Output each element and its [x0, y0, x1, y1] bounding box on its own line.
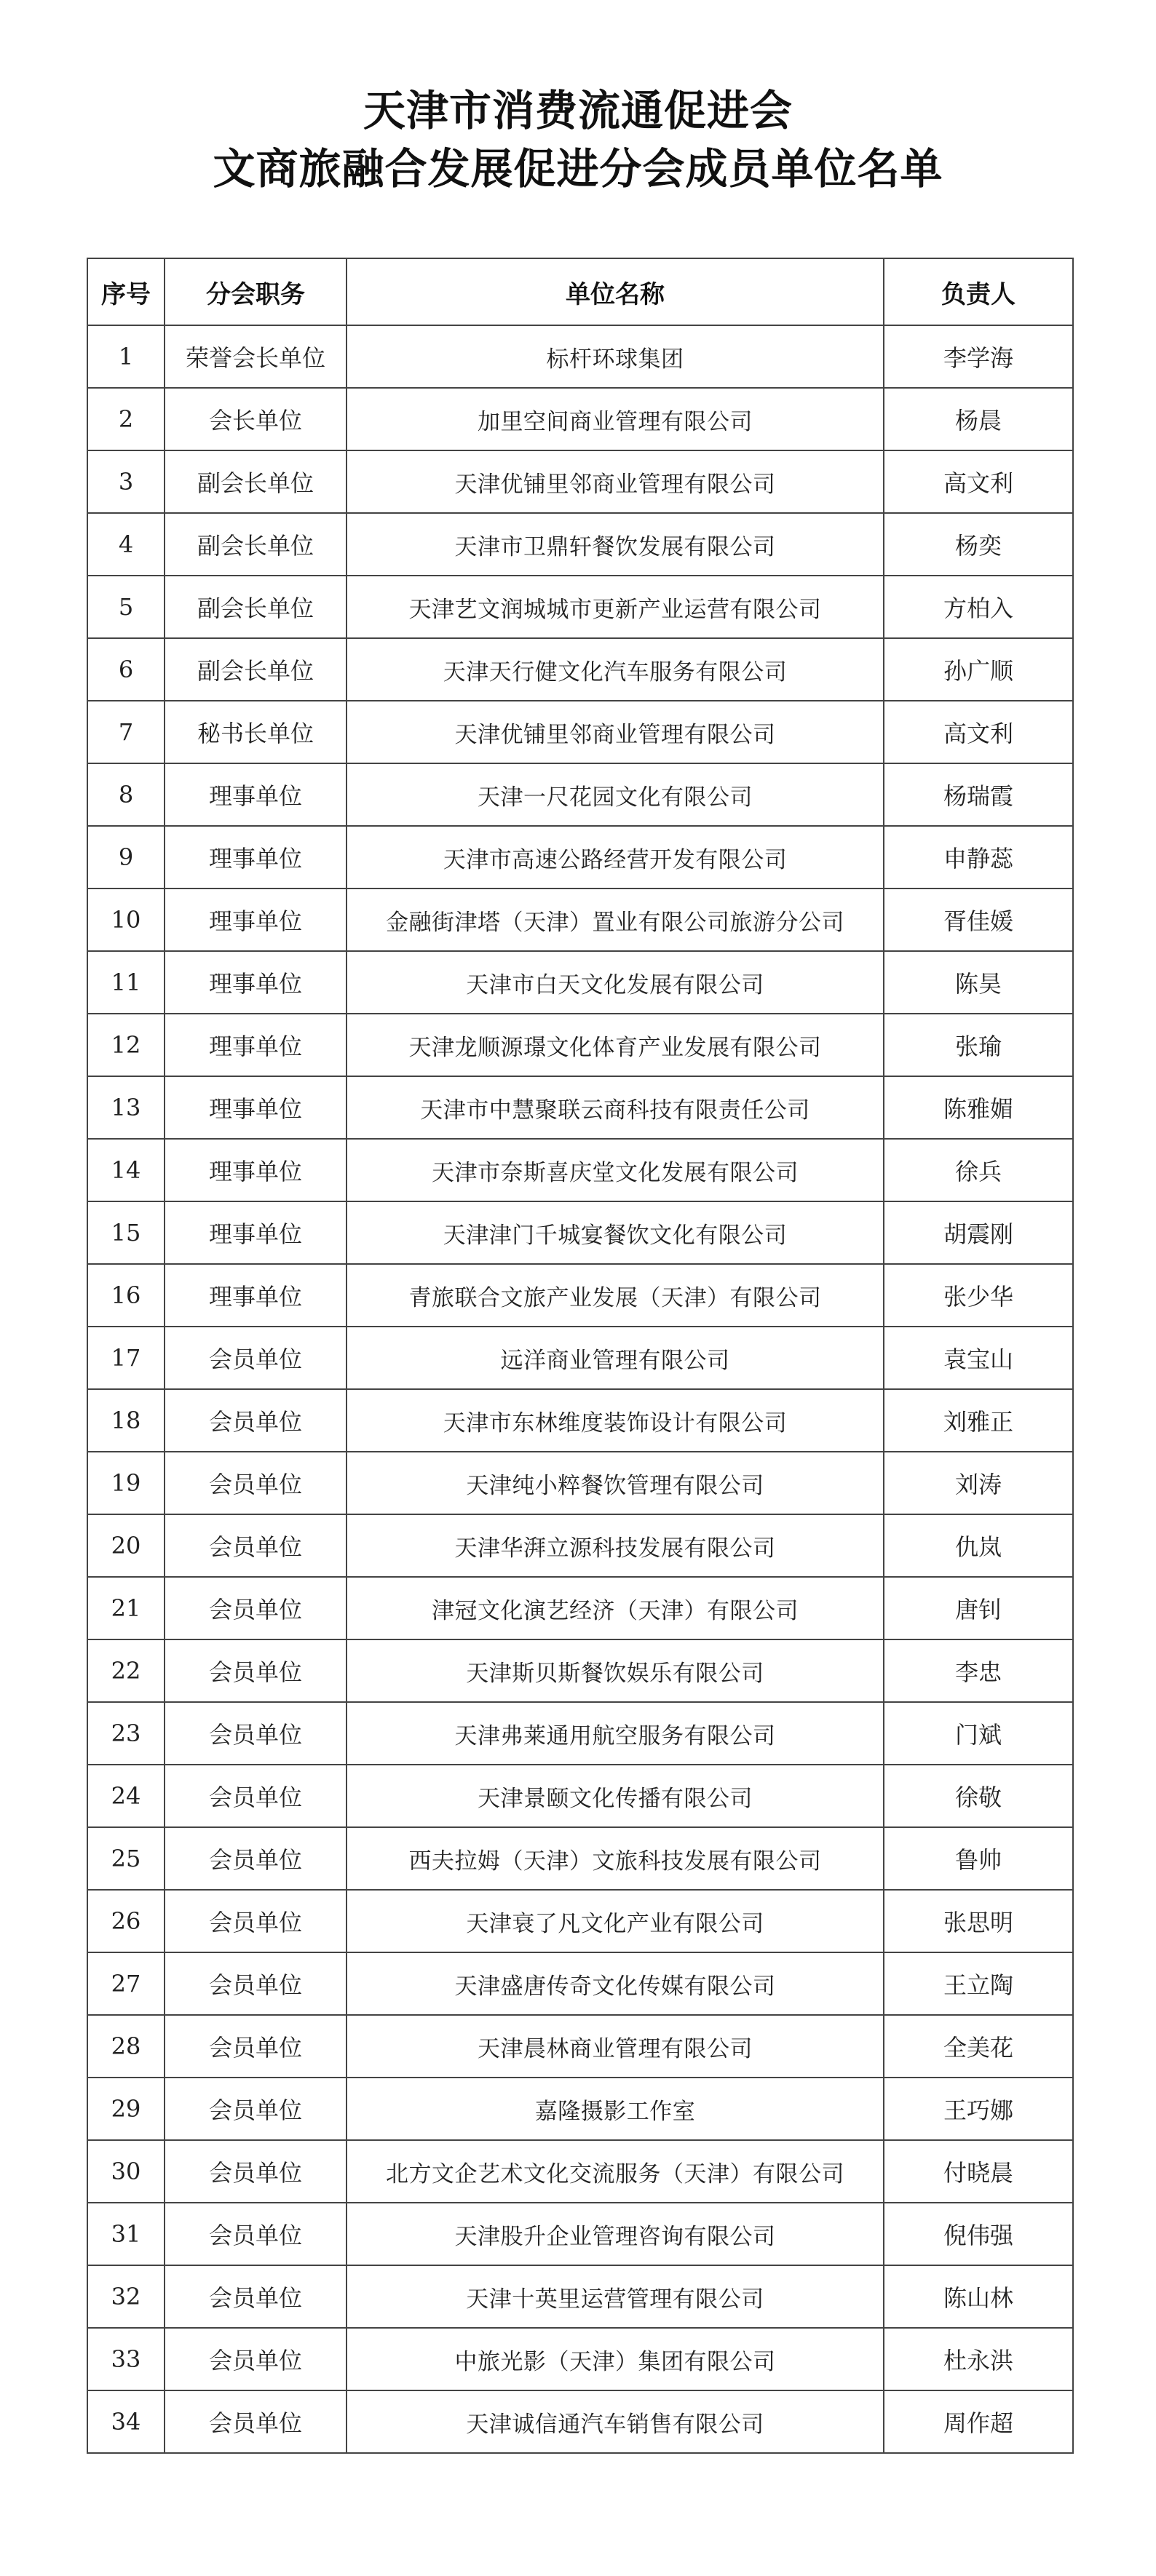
cell-unit-name: 北方文企艺术文化交流服务（天津）有限公司 — [347, 2140, 884, 2203]
cell-unit-name: 天津一尺花园文化有限公司 — [347, 763, 884, 826]
cell-person: 仇岚 — [884, 1514, 1073, 1577]
cell-role: 会长单位 — [165, 388, 347, 450]
table-row — [87, 1702, 1073, 1765]
cell-person: 张瑜 — [884, 1014, 1073, 1076]
table-row — [87, 701, 1073, 763]
cell-no: 26 — [87, 1890, 165, 1952]
cell-unit-name: 远洋商业管理有限公司 — [347, 1327, 884, 1389]
cell-person: 申静蕊 — [884, 826, 1073, 889]
cell-unit-name: 嘉隆摄影工作室 — [347, 2078, 884, 2140]
cell-no: 34 — [87, 2390, 165, 2453]
cell-no: 8 — [87, 763, 165, 826]
cell-person: 杨晨 — [884, 388, 1073, 450]
table-row — [87, 1264, 1073, 1327]
cell-role: 理事单位 — [165, 826, 347, 889]
table-row — [87, 1327, 1073, 1389]
cell-no: 18 — [87, 1389, 165, 1452]
cell-unit-name: 天津龙顺源璟文化体育产业发展有限公司 — [347, 1014, 884, 1076]
table-row — [87, 388, 1073, 450]
cell-no: 14 — [87, 1139, 165, 1201]
cell-role: 理事单位 — [165, 1264, 347, 1327]
table-row — [87, 1389, 1073, 1452]
table-row — [87, 2390, 1073, 2453]
cell-person: 刘雅正 — [884, 1389, 1073, 1452]
cell-role: 会员单位 — [165, 2265, 347, 2328]
table-row — [87, 826, 1073, 889]
cell-person: 王巧娜 — [884, 2078, 1073, 2140]
cell-no: 23 — [87, 1702, 165, 1765]
table-row — [87, 763, 1073, 826]
cell-role: 副会长单位 — [165, 513, 347, 576]
cell-person: 杨奕 — [884, 513, 1073, 576]
cell-no: 3 — [87, 450, 165, 513]
cell-role: 会员单位 — [165, 2203, 347, 2265]
cell-no: 28 — [87, 2015, 165, 2078]
cell-no: 10 — [87, 889, 165, 951]
cell-no: 17 — [87, 1327, 165, 1389]
cell-role: 会员单位 — [165, 2015, 347, 2078]
cell-no: 30 — [87, 2140, 165, 2203]
table-row — [87, 1452, 1073, 1514]
cell-person: 鲁帅 — [884, 1827, 1073, 1890]
cell-unit-name: 天津市中慧聚联云商科技有限责任公司 — [347, 1076, 884, 1139]
cell-person: 袁宝山 — [884, 1327, 1073, 1389]
cell-role: 会员单位 — [165, 1514, 347, 1577]
table-row — [87, 1639, 1073, 1702]
table-row — [87, 1952, 1073, 2015]
cell-unit-name: 标杆环球集团 — [347, 325, 884, 388]
cell-person: 王立陶 — [884, 1952, 1073, 2015]
cell-role: 理事单位 — [165, 889, 347, 951]
cell-role: 荣誉会长单位 — [165, 325, 347, 388]
table-row — [87, 2328, 1073, 2390]
cell-person: 杨瑞霞 — [884, 763, 1073, 826]
title-line-2: 文商旅融合发展促进分会成员单位名单 — [213, 144, 943, 194]
cell-person: 张少华 — [884, 1264, 1073, 1327]
cell-unit-name: 天津弗莱通用航空服务有限公司 — [347, 1702, 884, 1765]
cell-unit-name: 天津晨林商业管理有限公司 — [347, 2015, 884, 2078]
cell-role: 会员单位 — [165, 1639, 347, 1702]
table-row — [87, 638, 1073, 701]
table-row — [87, 1139, 1073, 1201]
cell-role: 会员单位 — [165, 1452, 347, 1514]
cell-no: 25 — [87, 1827, 165, 1890]
cell-person: 陈山林 — [884, 2265, 1073, 2328]
cell-role: 理事单位 — [165, 1076, 347, 1139]
cell-no: 6 — [87, 638, 165, 701]
cell-unit-name: 西夫拉姆（天津）文旅科技发展有限公司 — [347, 1827, 884, 1890]
cell-person: 徐兵 — [884, 1139, 1073, 1201]
table-row — [87, 951, 1073, 1014]
cell-unit-name: 天津津门千城宴餐饮文化有限公司 — [347, 1201, 884, 1264]
table-row — [87, 450, 1073, 513]
cell-no: 29 — [87, 2078, 165, 2140]
document-title — [0, 82, 1156, 198]
cell-role: 理事单位 — [165, 951, 347, 1014]
title-line-1: 天津市消费流通促进会 — [363, 86, 793, 135]
table-row — [87, 2203, 1073, 2265]
cell-unit-name: 天津斯贝斯餐饮娱乐有限公司 — [347, 1639, 884, 1702]
cell-person: 方柏入 — [884, 576, 1073, 638]
cell-no: 13 — [87, 1076, 165, 1139]
table-row — [87, 1890, 1073, 1952]
cell-unit-name: 天津市奈斯喜庆堂文化发展有限公司 — [347, 1139, 884, 1201]
cell-person: 李学海 — [884, 325, 1073, 388]
cell-unit-name: 天津纯小粹餐饮管理有限公司 — [347, 1452, 884, 1514]
member-table — [87, 258, 1074, 2454]
cell-person: 周作超 — [884, 2390, 1073, 2453]
cell-unit-name: 中旅光影（天津）集团有限公司 — [347, 2328, 884, 2390]
cell-no: 16 — [87, 1264, 165, 1327]
table-row — [87, 1076, 1073, 1139]
cell-role: 会员单位 — [165, 1827, 347, 1890]
cell-person: 付晓晨 — [884, 2140, 1073, 2203]
cell-person: 高文利 — [884, 450, 1073, 513]
table-row — [87, 1514, 1073, 1577]
cell-no: 11 — [87, 951, 165, 1014]
cell-role: 副会长单位 — [165, 638, 347, 701]
cell-person: 杜永洪 — [884, 2328, 1073, 2390]
cell-no: 2 — [87, 388, 165, 450]
cell-person: 陈昊 — [884, 951, 1073, 1014]
cell-role: 会员单位 — [165, 2078, 347, 2140]
table-row — [87, 1827, 1073, 1890]
cell-no: 1 — [87, 325, 165, 388]
cell-no: 33 — [87, 2328, 165, 2390]
cell-role: 理事单位 — [165, 1139, 347, 1201]
cell-no: 24 — [87, 1765, 165, 1827]
cell-unit-name: 天津景颐文化传播有限公司 — [347, 1765, 884, 1827]
cell-unit-name: 天津衰了凡文化产业有限公司 — [347, 1890, 884, 1952]
cell-unit-name: 天津市卫鼎轩餐饮发展有限公司 — [347, 513, 884, 576]
cell-unit-name: 天津诚信通汽车销售有限公司 — [347, 2390, 884, 2453]
cell-no: 19 — [87, 1452, 165, 1514]
cell-no: 5 — [87, 576, 165, 638]
table-header-row — [87, 258, 1073, 325]
cell-person: 门斌 — [884, 1702, 1073, 1765]
header-no: 序号 — [87, 258, 165, 325]
cell-no: 32 — [87, 2265, 165, 2328]
cell-person: 全美花 — [884, 2015, 1073, 2078]
cell-no: 27 — [87, 1952, 165, 2015]
cell-no: 22 — [87, 1639, 165, 1702]
cell-no: 15 — [87, 1201, 165, 1264]
cell-unit-name: 天津十英里运营管理有限公司 — [347, 2265, 884, 2328]
cell-role: 会员单位 — [165, 2390, 347, 2453]
cell-role: 副会长单位 — [165, 450, 347, 513]
cell-unit-name: 天津艺文润城城市更新产业运营有限公司 — [347, 576, 884, 638]
table-row — [87, 513, 1073, 576]
cell-unit-name: 天津盛唐传奇文化传媒有限公司 — [347, 1952, 884, 2015]
cell-role: 会员单位 — [165, 1389, 347, 1452]
cell-no: 31 — [87, 2203, 165, 2265]
header-name: 单位名称 — [347, 258, 884, 325]
table-body — [87, 325, 1073, 2453]
cell-no: 4 — [87, 513, 165, 576]
cell-role: 理事单位 — [165, 1201, 347, 1264]
cell-person: 徐敬 — [884, 1765, 1073, 1827]
table-row — [87, 2140, 1073, 2203]
cell-unit-name: 加里空间商业管理有限公司 — [347, 388, 884, 450]
cell-person: 唐钊 — [884, 1577, 1073, 1639]
cell-no: 7 — [87, 701, 165, 763]
cell-unit-name: 天津华湃立源科技发展有限公司 — [347, 1514, 884, 1577]
cell-person: 胥佳媛 — [884, 889, 1073, 951]
cell-role: 会员单位 — [165, 1890, 347, 1952]
table-row — [87, 1201, 1073, 1264]
cell-role: 会员单位 — [165, 2328, 347, 2390]
table-row — [87, 1577, 1073, 1639]
cell-unit-name: 天津市白天文化发展有限公司 — [347, 951, 884, 1014]
table-row — [87, 1014, 1073, 1076]
table-row — [87, 576, 1073, 638]
cell-unit-name: 金融街津塔（天津）置业有限公司旅游分公司 — [347, 889, 884, 951]
cell-role: 会员单位 — [165, 1577, 347, 1639]
header-role: 分会职务 — [165, 258, 347, 325]
table-row — [87, 325, 1073, 388]
cell-person: 陈雅媚 — [884, 1076, 1073, 1139]
table-row — [87, 2078, 1073, 2140]
cell-person: 胡震刚 — [884, 1201, 1073, 1264]
header-person: 负责人 — [884, 258, 1073, 325]
cell-role: 理事单位 — [165, 763, 347, 826]
cell-role: 副会长单位 — [165, 576, 347, 638]
cell-unit-name: 青旅联合文旅产业发展（天津）有限公司 — [347, 1264, 884, 1327]
cell-unit-name: 天津优铺里邻商业管理有限公司 — [347, 701, 884, 763]
cell-unit-name: 天津天行健文化汽车服务有限公司 — [347, 638, 884, 701]
cell-person: 张思明 — [884, 1890, 1073, 1952]
table-row — [87, 2015, 1073, 2078]
cell-no: 12 — [87, 1014, 165, 1076]
cell-role: 会员单位 — [165, 1702, 347, 1765]
cell-role: 秘书长单位 — [165, 701, 347, 763]
cell-role: 会员单位 — [165, 1327, 347, 1389]
cell-person: 李忠 — [884, 1639, 1073, 1702]
cell-unit-name: 津冠文化演艺经济（天津）有限公司 — [347, 1577, 884, 1639]
table-row — [87, 2265, 1073, 2328]
cell-role: 理事单位 — [165, 1014, 347, 1076]
cell-no: 20 — [87, 1514, 165, 1577]
cell-unit-name: 天津优铺里邻商业管理有限公司 — [347, 450, 884, 513]
cell-no: 21 — [87, 1577, 165, 1639]
cell-role: 会员单位 — [165, 1765, 347, 1827]
cell-role: 会员单位 — [165, 2140, 347, 2203]
cell-person: 倪伟强 — [884, 2203, 1073, 2265]
cell-person: 高文利 — [884, 701, 1073, 763]
cell-no: 9 — [87, 826, 165, 889]
table-row — [87, 889, 1073, 951]
cell-role: 会员单位 — [165, 1952, 347, 2015]
cell-person: 刘涛 — [884, 1452, 1073, 1514]
cell-unit-name: 天津股升企业管理咨询有限公司 — [347, 2203, 884, 2265]
cell-person: 孙广顺 — [884, 638, 1073, 701]
cell-unit-name: 天津市东林维度装饰设计有限公司 — [347, 1389, 884, 1452]
table-row — [87, 1765, 1073, 1827]
cell-unit-name: 天津市高速公路经营开发有限公司 — [347, 826, 884, 889]
